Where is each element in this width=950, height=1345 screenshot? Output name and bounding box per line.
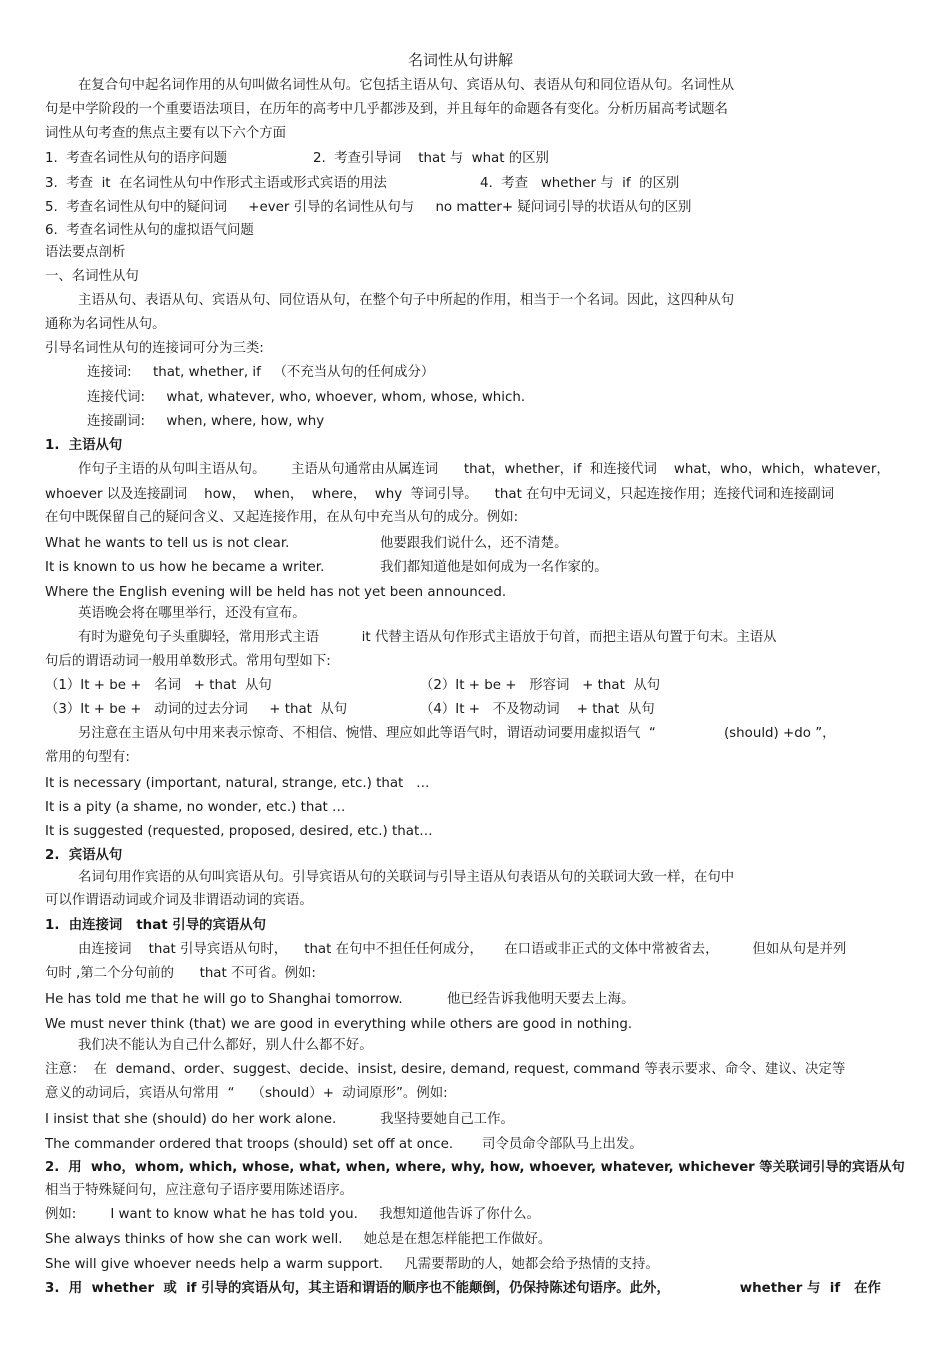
text-line: 引导名词性从句的连接词可分为三类: — [45, 341, 264, 356]
example-sentence: What he wants to tell us is not clear. — [45, 536, 290, 551]
text-line: 句时 ,第二个分句前的 that 不可省。例如: — [45, 966, 316, 981]
text-line: 词性从句考查的焦点主要有以下六个方面 — [45, 126, 287, 141]
example-sentence: She will give whoever needs help a warm support. 凡需要帮助的人，她都会给予热情的支持。 — [45, 1257, 659, 1272]
subsection-heading: 2. 用 who，whom, which, whose, what, when, where, why, how, whoever, whatever, whichever 等关联词引导的宾语从句 — [45, 1160, 905, 1175]
pattern-sentence: It is a pity (a shame, no wonder, etc.) that … — [45, 800, 346, 815]
example-translation: 司令员命令部队马上出发。 — [482, 1137, 643, 1152]
text-line: 由连接词 that 引导宾语从句时， that 在句中不担任任何成分， 在口语或非正式的文体中常被省去， 但如从句是并列 — [78, 942, 847, 957]
pattern-item: （2）It + be + 形容词 + that 从句 — [420, 678, 661, 693]
text-line: 通称为名词性从句。 — [45, 317, 166, 332]
text-line: 另注意在主语从句中用来表示惊奇、不相信、惋惜、理应如此等语气时，谓语动词要用虚拟语气 “ (should) +do ”， — [78, 726, 836, 741]
example-sentence: 例如: I want to know what he has told you. 我想知道他告诉了你什么。 — [45, 1207, 540, 1222]
text-line: 主语从句、表语从句、宾语从句、同位语从句，在整个句子中所起的作用，相当于一个名词。因此，这四种从句 — [78, 293, 735, 308]
example-sentence: We must never think (that) we are good in everything while others are good in nothing. — [45, 1017, 633, 1032]
section-heading: 语法要点剖析 — [45, 245, 126, 260]
text-line: 在句中既保留自己的疑问含义、又起连接作用，在从句中充当从句的成分。例如: — [45, 510, 519, 525]
pattern-sentence: It is necessary (important, natural, strange, etc.) that … — [45, 776, 430, 791]
text-line: 相当于特殊疑问句，应注意句子语序要用陈述语序。 — [45, 1183, 353, 1198]
example-sentence: The commander ordered that troops (should) set off at once. — [45, 1137, 454, 1152]
text-line: 意义的动词后，宾语从句常用 “ （should）+ 动词原形”。例如: — [45, 1086, 448, 1101]
list-item: 3. 考查 it 在名词性从句中作形式主语或形式宾语的用法 — [45, 176, 387, 191]
pattern-item: （1）It + be + 名词 + that 从句 — [45, 678, 272, 693]
list-item: 2. 考查引导词 that 与 what 的区别 — [313, 151, 549, 166]
pattern-sentence: It is suggested (requested, proposed, desired, etc.) that… — [45, 824, 433, 839]
subsection-heading: 1. 由连接词 that 引导的宾语从句 — [45, 918, 267, 933]
text-line: 连接副词: when, where, how, why — [87, 414, 325, 429]
example-translation: 我坚持要她自己工作。 — [380, 1112, 514, 1127]
section-heading: 1. 主语从句 — [45, 438, 123, 453]
example-translation: 英语晚会将在哪里举行，还没有宣布。 — [78, 606, 306, 621]
example-sentence: Where the English evening will be held has not yet been announced. — [45, 585, 507, 600]
example-translation: 他要跟我们说什么，还不清楚。 — [380, 536, 568, 551]
section-heading: 2. 宾语从句 — [45, 848, 123, 863]
text-line: 作句子主语的从句叫主语从句。 主语从句通常由从属连词 that，whether，if 和连接代词 what，who，which，whatever， — [78, 462, 890, 477]
text-line: 句后的谓语动词一般用单数形式。常用句型如下: — [45, 654, 331, 669]
text-line: whoever 以及连接副词 how， when， where， why 等词引导。 that 在句中无词义，只起连接作用；连接代词和连接副词 — [45, 487, 835, 502]
example-sentence: I insist that she (should) do her work alone. — [45, 1112, 337, 1127]
example-translation: 我们决不能认为自己什么都好，别人什么都不好。 — [78, 1038, 373, 1053]
example-sentence: It is known to us how he became a writer. — [45, 560, 325, 575]
list-item: 4. 考查 whether 与 if 的区别 — [480, 176, 680, 191]
page-title: 名词性从句讲解 — [408, 51, 514, 69]
section-heading: 一、名词性从句 — [45, 269, 139, 284]
text-line: 可以作谓语动词或介词及非谓语动词的宾语。 — [45, 893, 313, 908]
text-line: 连接词: that, whether, if （不充当从句的任何成分） — [87, 365, 435, 380]
example-sentence: She always thinks of how she can work well. 她总是在想怎样能把工作做好。 — [45, 1232, 552, 1247]
list-item: 1. 考查名词性从句的语序问题 — [45, 151, 227, 166]
text-line: 在复合句中起名词作用的从句叫做名词性从句。它包括主语从句、宾语从句、表语从句和同位语从句。名词性从 — [78, 78, 735, 93]
text-line: 有时为避免句子头重脚轻，常用形式主语 it 代替主语从句作形式主语放于句首，而把主语从句置于句末。主语从 — [78, 630, 777, 645]
text-line: 句是中学阶段的一个重要语法项目，在历年的高考中几乎都涉及到，并且每年的命题各有变化。分析历届高考试题名 — [45, 102, 728, 117]
list-item: 6. 考查名词性从句的虚拟语气问题 — [45, 223, 254, 238]
pattern-item: （3）It + be + 动词的过去分词 + that 从句 — [45, 702, 348, 717]
example-translation: 我们都知道他是如何成为一名作家的。 — [380, 560, 608, 575]
pattern-item: （4）It + 不及物动词 + that 从句 — [420, 702, 655, 717]
example-sentence: He has told me that he will go to Shanghai tomorrow. — [45, 992, 403, 1007]
subsection-heading: 3. 用 whether 或 if 引导的宾语从句，其主语和谓语的顺序也不能颠倒，仍保持陈述句语序。此外， whether 与 if 在作 — [45, 1281, 881, 1296]
text-line: 名词句用作宾语的从句叫宾语从句。引导宾语从句的关联词与引导主语从句表语从句的关联词大致一样，在句中 — [78, 870, 735, 885]
list-item: 5. 考查名词性从句中的疑问词 +ever 引导的名词性从句与 no matter+ 疑问词引导的状语从句的区别 — [45, 200, 692, 215]
note-line: 注意： 在 demand、order、suggest、decide、insist, desire, demand, request, command 等表示要求、命令、建议、决定等 — [45, 1062, 846, 1077]
example-translation: 他已经告诉我他明天要去上海。 — [447, 992, 635, 1007]
text-line: 常用的句型有: — [45, 750, 130, 765]
text-line: 连接代词: what, whatever, who, whoever, whom, whose, which. — [87, 390, 526, 405]
